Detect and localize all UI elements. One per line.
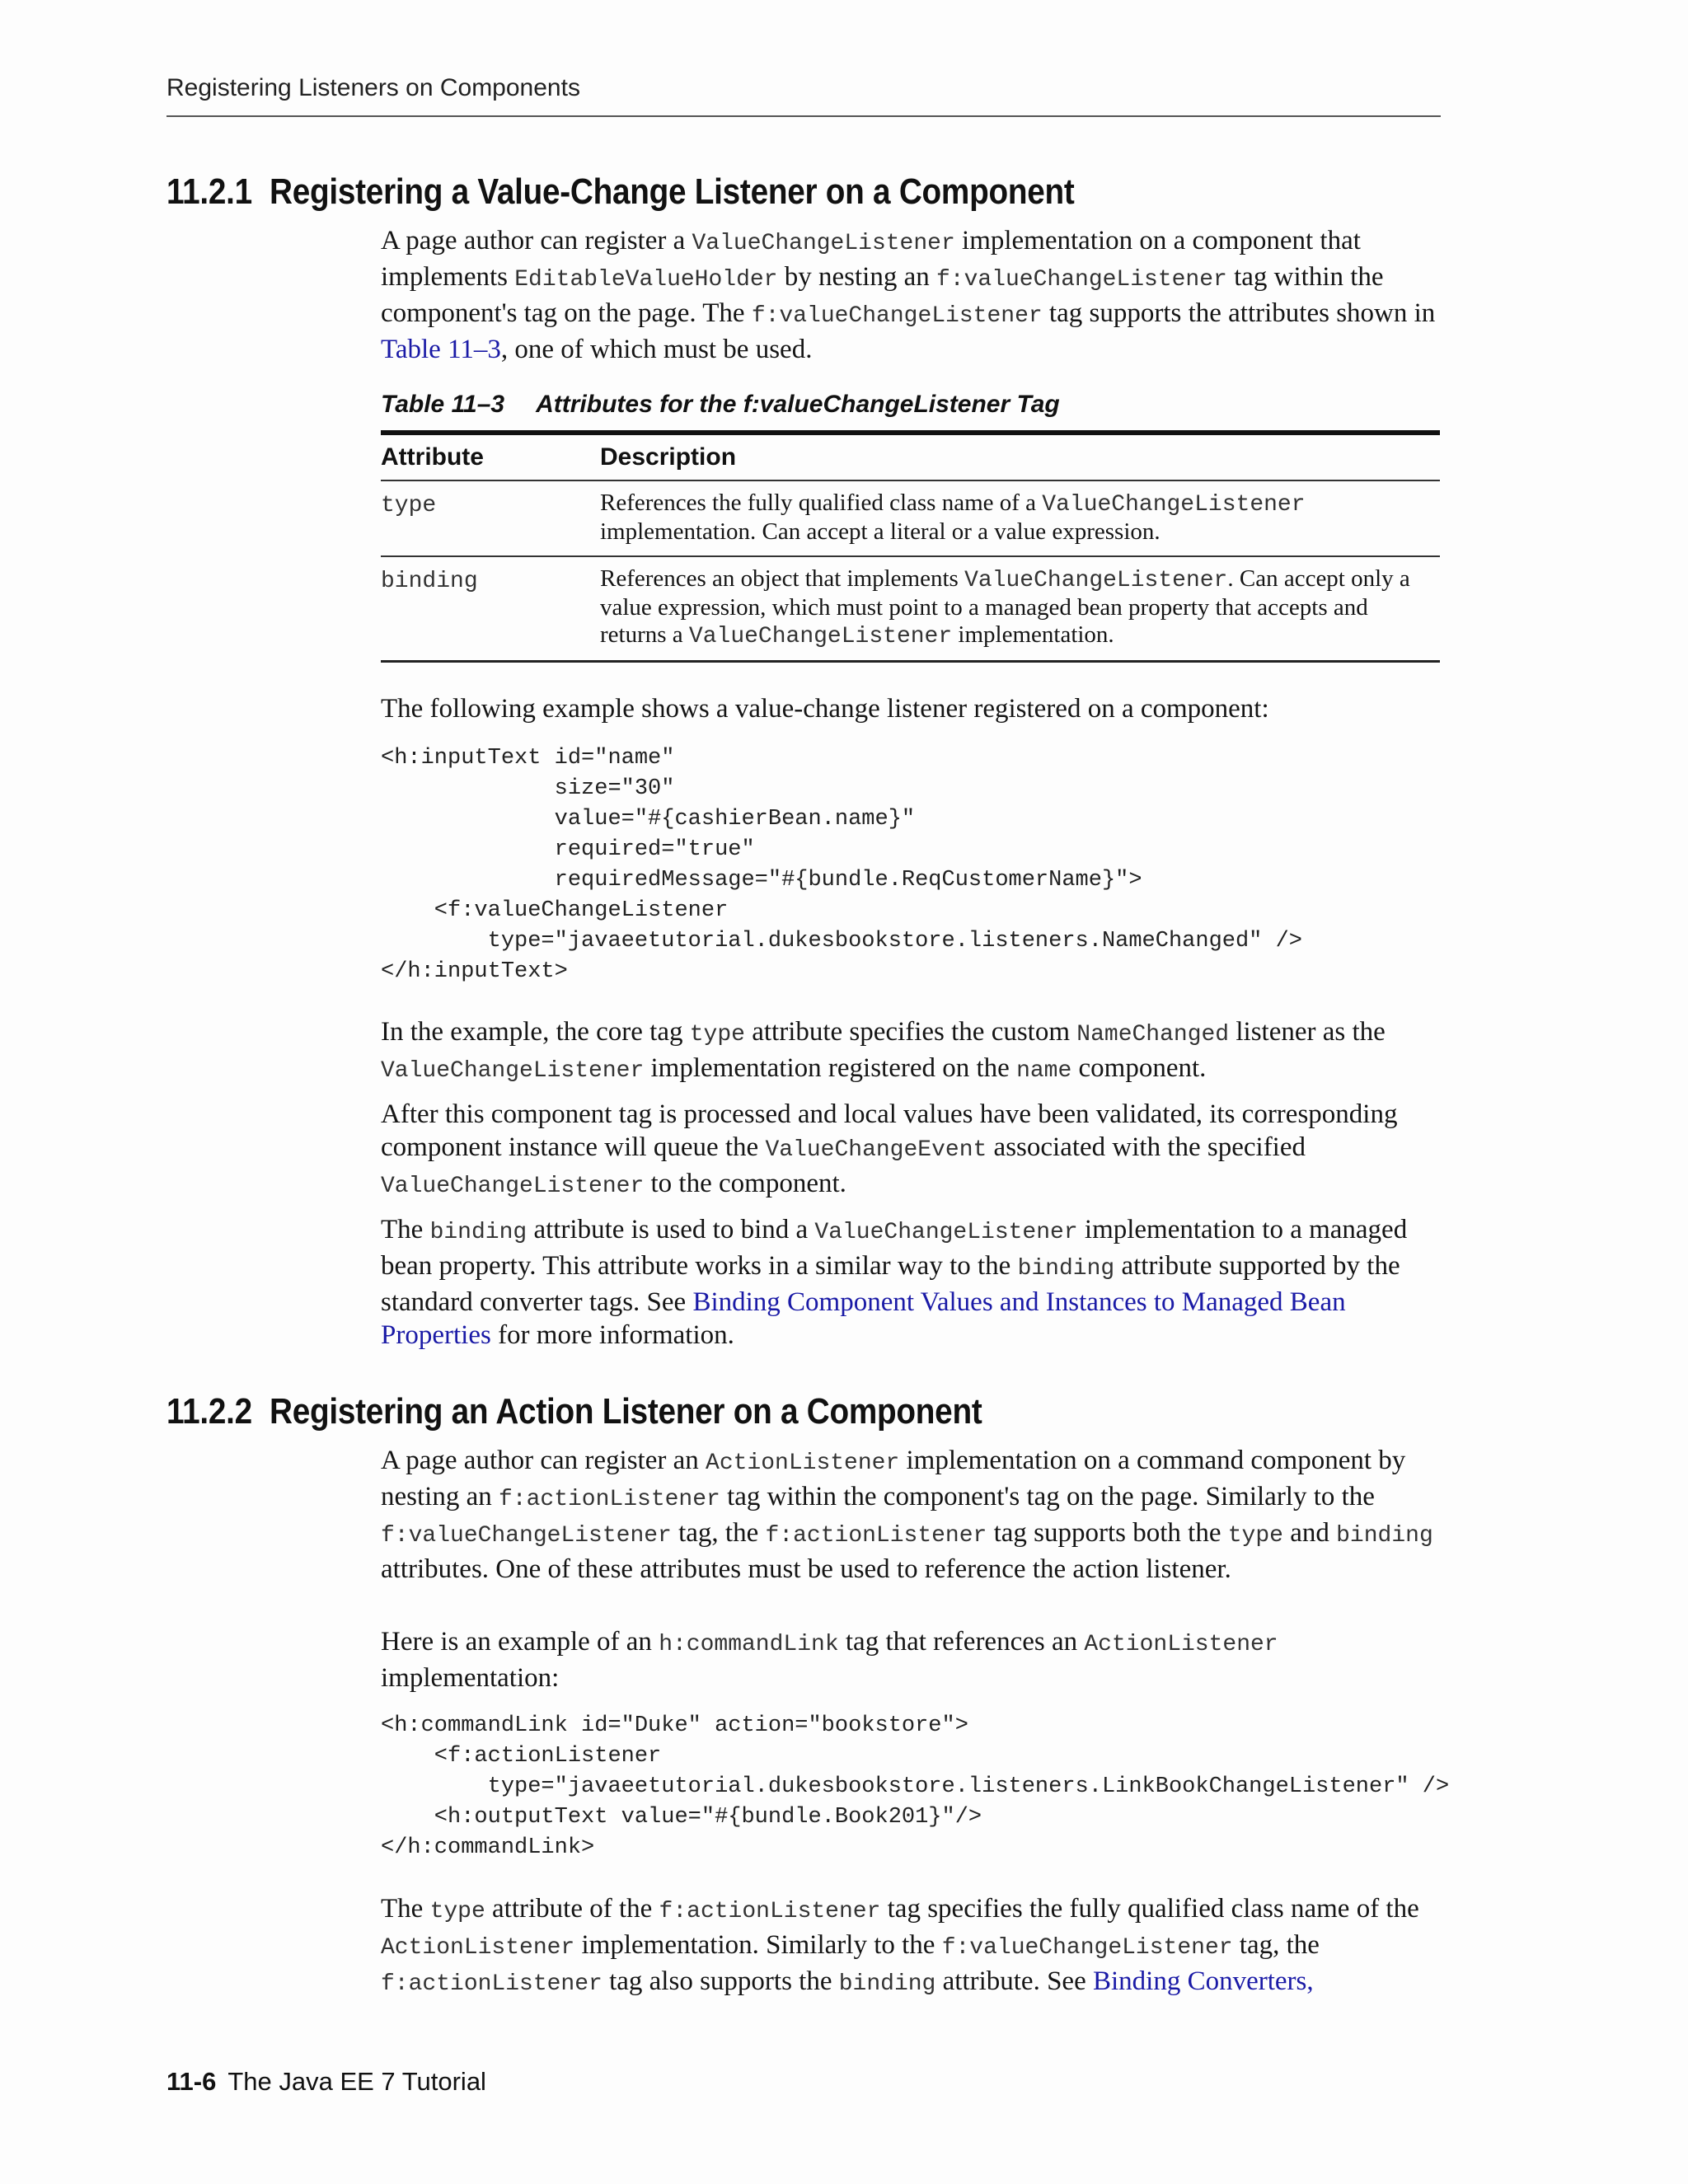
- text-run: implementation registered on the: [644, 1053, 1017, 1083]
- text-run: tag supports the attributes shown in: [1042, 298, 1436, 328]
- table-caption-number: Table 11–3: [381, 391, 505, 418]
- column-header-description: Description: [600, 433, 1440, 480]
- code-run: type: [689, 1022, 745, 1047]
- section-1-paragraph-4: [381, 1213, 1444, 1352]
- code-run: f:valueChangeListener: [941, 1935, 1233, 1961]
- text-run: for more information.: [490, 1320, 734, 1350]
- example-intro-paragraph: The following example shows a value-change listener registered on a component:: [381, 694, 1269, 724]
- code-run: ValueChangeListener: [381, 1174, 645, 1199]
- book-title: The Java EE 7 Tutorial: [227, 2067, 486, 2096]
- text-run: A page author can register a: [381, 226, 692, 255]
- code-run: f:actionListener: [659, 1899, 881, 1924]
- text-run: Here is an example of an: [381, 1627, 659, 1657]
- text-run: and: [1282, 1518, 1337, 1548]
- code-run: EditableValueHolder: [514, 267, 778, 293]
- text-run: . Can accept only a value expression, which must point to a managed bean property that accepts and returns a: [600, 565, 1410, 648]
- code-run: type: [1227, 1523, 1283, 1549]
- code-run: binding: [1336, 1523, 1433, 1549]
- text-run: After this component tag is processed and local values have been validated, its corresponding component instance will queue the: [381, 1099, 1398, 1162]
- page-number: 11-6: [166, 2067, 217, 2096]
- section-2-paragraph-2: [381, 1625, 1444, 1694]
- table-header-row: [381, 433, 1440, 480]
- code-run: h:commandLink: [659, 1632, 839, 1657]
- section-title: Registering an Action Listener on a Component: [270, 1391, 982, 1432]
- column-header-attribute: Attribute: [381, 433, 600, 480]
- text-run: In the example, the core tag: [381, 1017, 690, 1047]
- table-row: [381, 480, 1440, 556]
- attributes-table: [381, 430, 1440, 663]
- text-run: to the component.: [644, 1169, 846, 1198]
- table-row: [381, 556, 1440, 662]
- section-number: 11.2.2: [166, 1391, 252, 1432]
- code-run: f:valueChangeListener: [935, 267, 1227, 293]
- code-example-command-link: <h:commandLink id="Duke" action="bookstore"> <f:actionListener type="javaeetutorial.dukesbookstore.listeners.LinkBookChangeListener" /> <h:outputText value="#{bundle.Book201}"/> </h:commandLink>: [381, 1713, 1450, 1860]
- table-caption: [381, 391, 1060, 419]
- text-run: listener as the: [1229, 1017, 1386, 1047]
- section-1-intro-paragraph: [381, 224, 1444, 366]
- text-run: tag that references an: [838, 1627, 1085, 1657]
- text-run: attribute supported by the standard converter tags. See: [381, 1251, 1400, 1317]
- text-run: tag also supports the: [602, 1966, 839, 1996]
- text-run: attribute. See: [935, 1966, 1093, 1996]
- code-run: binding: [1017, 1256, 1115, 1282]
- text-run: , one of which must be used.: [500, 335, 813, 364]
- text-run: tag within the component's tag on the page. Similarly to the: [720, 1482, 1375, 1511]
- text-run: The: [381, 1215, 430, 1244]
- code-run: type: [429, 1899, 485, 1924]
- text-run: implementation to a managed bean property. This attribute works in a similar way to the: [381, 1215, 1408, 1281]
- text-run: tag supports both the: [987, 1518, 1228, 1548]
- section-heading-11-2-1: [166, 171, 1075, 213]
- code-example-input-text: <h:inputText id="name" size="30" value="#{cashierBean.name}" required="true" requiredMessage="#{bundle.ReqCustomerName}"> <f:valueChangeListener type="javaeetutorial.dukesbookstore.listeners.NameChanged" /> </h:inputText>: [381, 746, 1302, 984]
- section-2-paragraph-3: [381, 1892, 1444, 2001]
- section-2-paragraph-1: [381, 1444, 1444, 1586]
- table-11-3-link[interactable]: Table 11–3: [381, 335, 501, 364]
- section-heading-11-2-2: [166, 1391, 982, 1432]
- code-run: NameChanged: [1076, 1022, 1230, 1047]
- text-run: component.: [1071, 1053, 1207, 1083]
- attribute-cell: binding: [381, 556, 600, 662]
- text-run: tag, the: [1232, 1930, 1320, 1960]
- code-run: ValueChangeListener: [1042, 492, 1306, 518]
- page-footer: [166, 2067, 486, 2097]
- text-run: References an object that implements: [600, 565, 965, 592]
- code-run: binding: [838, 1971, 936, 1997]
- text-run: associated with the specified: [987, 1132, 1306, 1162]
- binding-component-values-link[interactable]: Binding Component Values and Instances to Managed Bean Properties: [381, 1287, 1346, 1350]
- text-run: The: [381, 1894, 430, 1924]
- table-caption-title: Attributes for the f:valueChangeListener Tag: [536, 391, 1060, 418]
- text-run: implementation on a command component by nesting an: [381, 1446, 1406, 1511]
- text-run: implementation.: [952, 621, 1114, 648]
- code-run: ValueChangeListener: [688, 624, 953, 649]
- code-run: ActionListener: [706, 1451, 900, 1476]
- text-run: A page author can register an: [381, 1446, 706, 1475]
- section-title: Registering a Value-Change Listener on a Component: [270, 171, 1075, 212]
- code-run: f:valueChangeListener: [381, 1523, 672, 1549]
- text-run: attributes. One of these attributes must be used to reference the action listener.: [381, 1554, 1231, 1584]
- section-1-paragraph-2: [381, 1015, 1444, 1088]
- text-run: tag, the: [671, 1518, 766, 1548]
- header-rule: [166, 115, 1441, 117]
- code-run: ActionListener: [1084, 1632, 1278, 1657]
- code-run: ValueChangeEvent: [765, 1137, 987, 1163]
- text-run: implementation. Can accept a literal or a value expression.: [600, 518, 1160, 545]
- binding-converters-link[interactable]: Binding Converters,: [1092, 1966, 1314, 1996]
- code-run: f:actionListener: [765, 1523, 987, 1549]
- code-run: f:valueChangeListener: [751, 303, 1043, 329]
- code-run: f:actionListener: [498, 1487, 720, 1512]
- text-run: implementation. Similarly to the: [574, 1930, 942, 1960]
- code-run: ValueChangeListener: [814, 1220, 1078, 1245]
- text-run: tag specifies the fully qualified class name of the: [880, 1894, 1419, 1924]
- code-run: ValueChangeListener: [964, 568, 1228, 593]
- section-number: 11.2.1: [166, 171, 252, 212]
- running-header: Registering Listeners on Components: [166, 74, 580, 101]
- code-run: name: [1016, 1058, 1072, 1084]
- attribute-cell: type: [381, 480, 600, 556]
- code-run: ActionListener: [381, 1935, 575, 1961]
- text-run: attribute of the: [485, 1894, 659, 1924]
- text-run: attribute is used to bind a: [527, 1215, 815, 1244]
- description-cell: [600, 556, 1440, 662]
- code-run: binding: [429, 1220, 528, 1245]
- text-run: attribute specifies the custom: [744, 1017, 1077, 1047]
- text-run: implementation:: [381, 1663, 560, 1693]
- code-run: f:actionListener: [381, 1971, 603, 1997]
- description-cell: [600, 480, 1440, 556]
- text-run: tag within the component's tag on the page. The: [381, 262, 1384, 328]
- text-run: implementation on a component that implements: [381, 226, 1361, 292]
- text-run: by nesting an: [777, 262, 936, 292]
- code-run: ValueChangeListener: [692, 231, 955, 256]
- text-run: References the fully qualified class name of a: [600, 490, 1043, 516]
- code-run: ValueChangeListener: [381, 1058, 645, 1084]
- section-1-paragraph-3: [381, 1098, 1444, 1203]
